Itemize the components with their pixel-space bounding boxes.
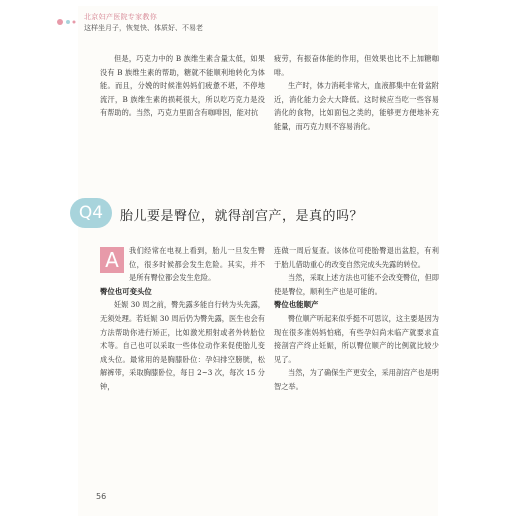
header-series-title: 北京妇产医院专家教你: [84, 13, 157, 21]
page-number: 56: [96, 492, 107, 501]
paragraph: 生产时，体力消耗非常大，血液都集中在骨盆附近，消化能力会大大降低。这时候应当吃一些容易消化的食物，比如面包之类的，能够更方便地补充能量，而巧克力则不容易消化。: [274, 81, 439, 131]
top-right-column: [274, 52, 439, 134]
top-left-column: [100, 52, 265, 120]
header-ornament-icon: [56, 18, 76, 26]
paragraph: 但是，巧克力中的 B 族维生素含量太低，如果没有 B 族维生素的帮助，糖就不能顺利地转化为体能。而且，分娩的时候准妈妈们疲惫不堪，不停地流汗，B 族维生素的损耗很大，所以吃巧克力是没有帮助的。当然，巧克力里面含有咖啡因，能对抗: [100, 54, 265, 118]
running-header: [78, 6, 438, 40]
question-badge: Q4: [70, 198, 112, 228]
answer-dropcap: A: [100, 247, 124, 273]
header-book-title: 这样坐月子，恢复快、体质好、不易老: [84, 24, 203, 32]
book-page: [78, 6, 438, 516]
answer-intro-text: 我们经常在电视上看到，胎儿一旦发生臀位，很多时候都会发生危险。其实，并不是所有臀位都会发生危险。: [129, 246, 265, 283]
paragraph: 臀位顺产听起来似乎挺不可思议，这主要是因为现在很多准妈妈怕痛，有些孕妇尚未临产就要求直接剖宫产终止妊娠，所以臀位顺产的比例就比较少见了。: [274, 313, 439, 364]
section-subheading: 臀位也可变头位: [100, 286, 152, 296]
paragraph: 连做一周后复查。该体位可使胎臀退出盆腔，有利于胎儿借助重心的改变自然完成头先露的转位。: [274, 246, 439, 269]
paragraph: 妊娠 30 周之前，臀先露多能自行转为头先露，无须处理。若妊娠 30 周后仍为臀先露，医生也会有方法帮助你进行矫正，比如激光照射或者外转胎位术等。自己也可以采取一些体位动作来促使胎儿变成头位。最常用的是胸膝卧位：孕妇排空膀胱，松解裤带，采取胸膝卧位，每日 2~3 次，每次 15 分钟，: [100, 300, 265, 391]
section-subheading: 臀位也能顺产: [274, 300, 319, 310]
paragraph: 当然，为了确保生产更安全，采用剖宫产也是明智之举。: [274, 368, 439, 391]
bottom-left-column: [100, 244, 265, 394]
paragraph: 当然，采取上述方法也可能不会改变臀位，但即使是臀位，顺利生产也是可能的。: [274, 273, 439, 296]
question-title: 胎儿要是臀位，就得剖宫产，是真的吗？: [120, 209, 364, 224]
paragraph: 疲劳，有振奋体能的作用，但效果也比不上加糖咖啡。: [274, 54, 439, 77]
answer-intro: [100, 244, 265, 285]
bottom-right-column: [274, 244, 439, 394]
question-heading: [78, 192, 438, 234]
